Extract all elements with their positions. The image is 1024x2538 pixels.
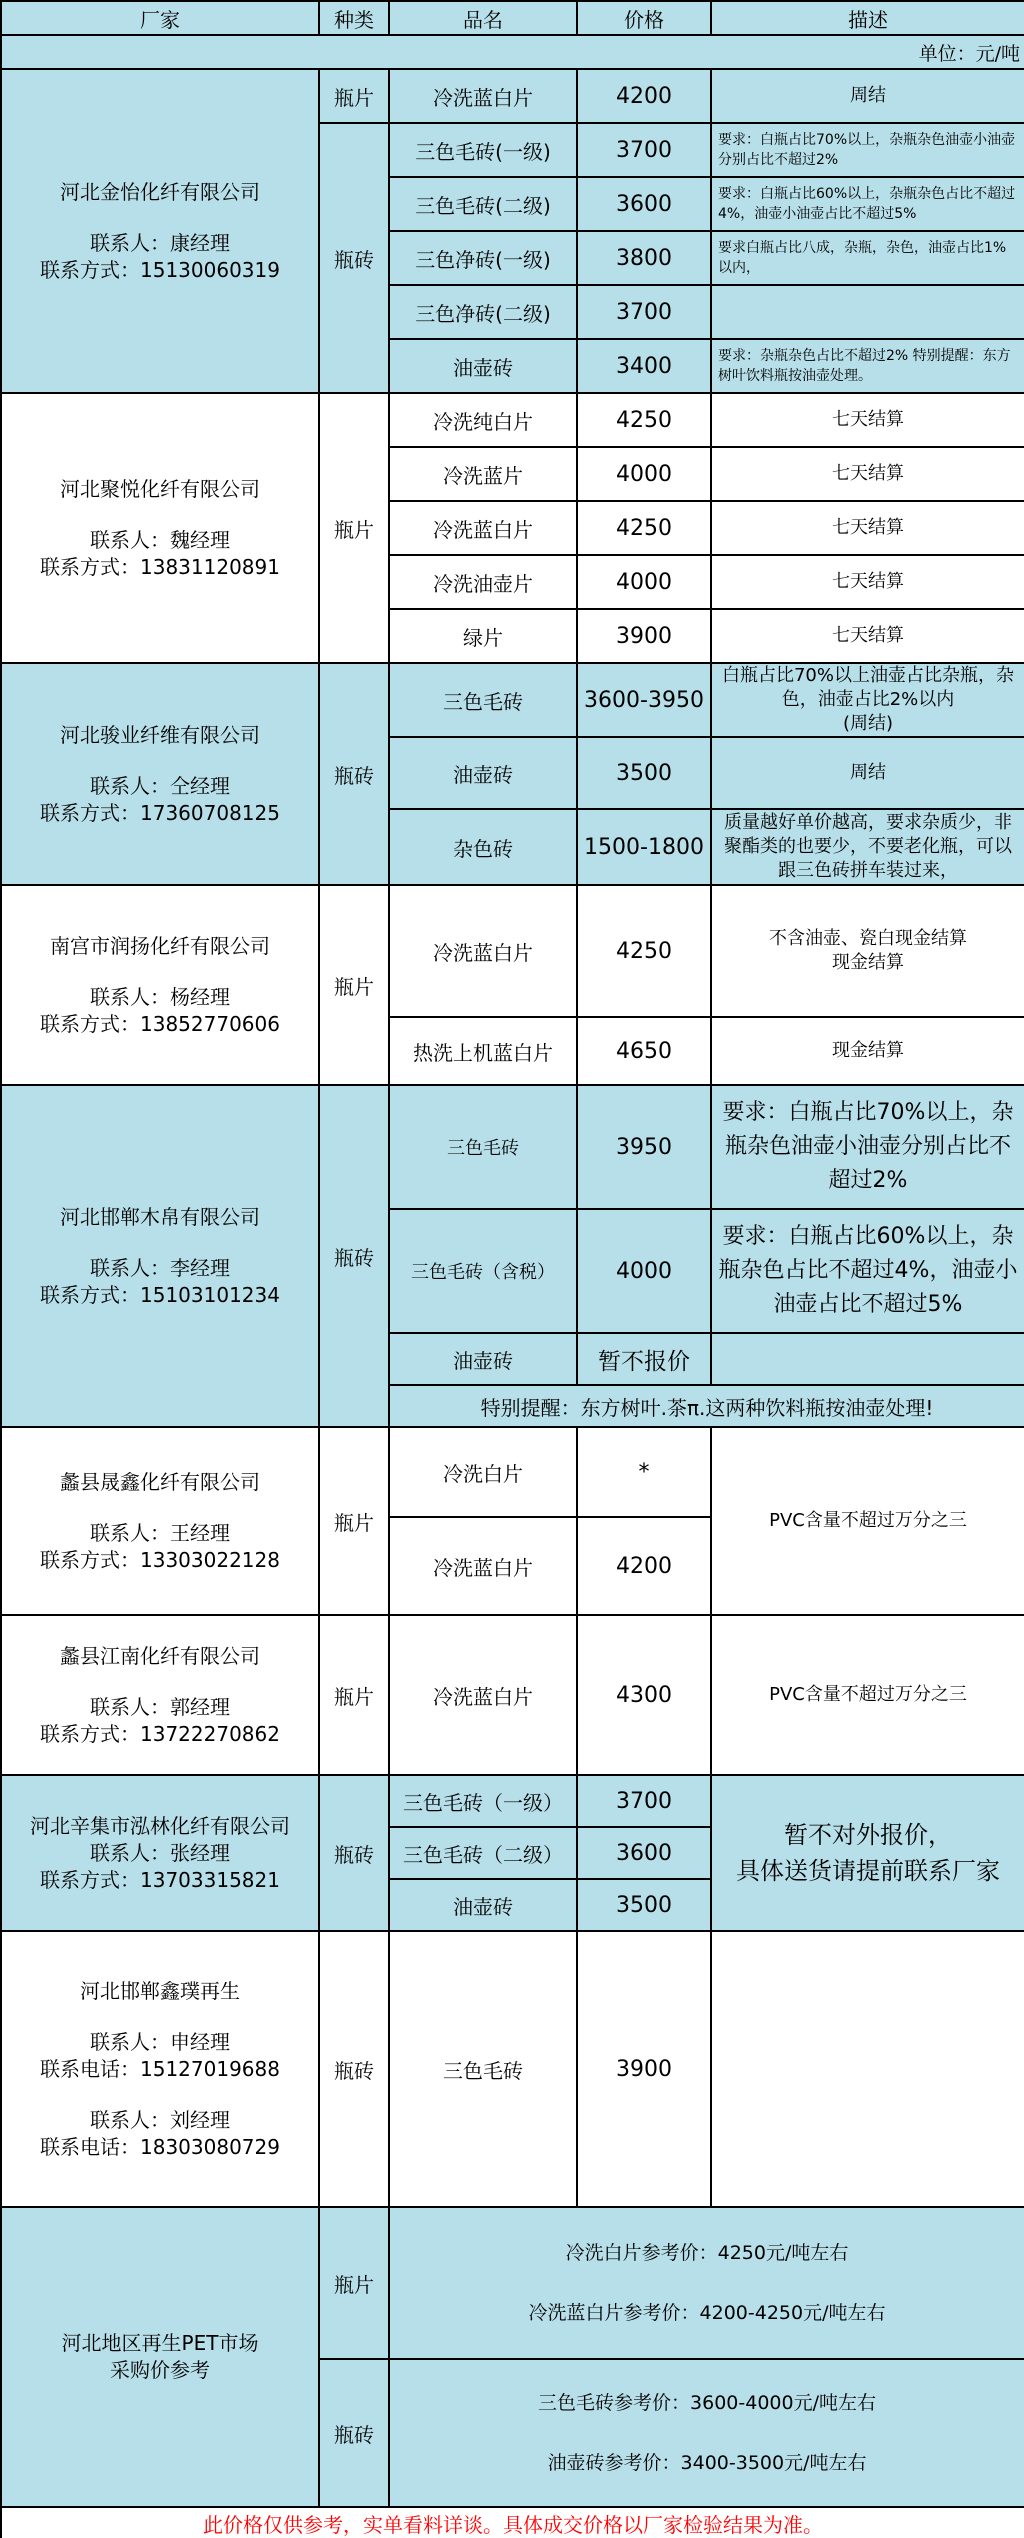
- kind-cell: 瓶片: [319, 2207, 389, 2359]
- table-row: [1, 1931, 1024, 2207]
- desc-cell: 周结: [711, 69, 1024, 123]
- company-cell: [1, 1427, 319, 1615]
- reference-line: 三色毛砖参考价：3600-4000元/吨左右: [538, 2392, 876, 2414]
- price-cell: 4650: [577, 1017, 711, 1085]
- desc-cell: 要求：白瓶占比70%以上，杂瓶杂色油壶小油壶分别占比不超过2%: [711, 123, 1024, 177]
- price-cell: 3700: [577, 285, 711, 339]
- contact-person: 联系人：郭经理: [90, 1694, 230, 1719]
- price-cell: 3600: [577, 1827, 711, 1879]
- contact-phone: 联系方式：13831120891: [40, 554, 280, 579]
- reference-title: 河北地区再生PET市场: [61, 2331, 259, 2355]
- price-cell: 4000: [577, 555, 711, 609]
- price-cell: 4300: [577, 1615, 711, 1775]
- contact-person: 联系人：李经理: [90, 1255, 230, 1280]
- product-cell: 三色毛砖(二级): [389, 177, 577, 231]
- company-name: 南宫市润扬化纤有限公司: [50, 933, 270, 958]
- header-description: 描述: [711, 1, 1024, 35]
- kind-cell: 瓶片: [319, 1615, 389, 1775]
- product-cell: 三色毛砖: [389, 1931, 577, 2207]
- price-cell: 1500-1800: [577, 809, 711, 885]
- price-cell: 3700: [577, 123, 711, 177]
- table-row: [1, 663, 1024, 737]
- company-name: 河北聚悦化纤有限公司: [60, 476, 260, 501]
- product-cell: 绿片: [389, 609, 577, 663]
- product-cell: 三色毛砖（二级）: [389, 1827, 577, 1879]
- price-cell: 4250: [577, 885, 711, 1017]
- kind-cell: 瓶砖: [319, 1085, 389, 1427]
- desc-cell: PVC含量不超过万分之三: [711, 1427, 1024, 1615]
- price-cell: 3600: [577, 177, 711, 231]
- company-cell: [1, 885, 319, 1085]
- table-row: [1, 1775, 1024, 1827]
- desc-line: (周结): [842, 713, 894, 734]
- price-cell: 3500: [577, 1879, 711, 1931]
- contact-phone: 联系电话：15127019688: [40, 2056, 280, 2081]
- product-cell: 三色毛砖: [389, 1085, 577, 1209]
- reference-subtitle: 采购价参考: [110, 2358, 210, 2382]
- price-cell: 4200: [577, 1517, 711, 1615]
- kind-cell: 瓶砖: [319, 2359, 389, 2507]
- table-row: [1, 393, 1024, 447]
- desc-cell: [711, 663, 1024, 737]
- notice-cell: 特别提醒：东方树叶.茶π.这两种饮料瓶按油壶处理!: [389, 1385, 1024, 1427]
- desc-line: 具体送货请提前联系厂家: [736, 1857, 1000, 1885]
- contact-person: 联系人：魏经理: [90, 527, 230, 552]
- price-cell: 4250: [577, 393, 711, 447]
- price-cell: 3900: [577, 1931, 711, 2207]
- contact-person: 联系人：刘经理: [90, 2107, 230, 2132]
- contact-phone: 联系方式：13722270862: [40, 1721, 280, 1746]
- product-cell: 三色毛砖（一级）: [389, 1775, 577, 1827]
- product-cell: 冷洗蓝片: [389, 447, 577, 501]
- kind-cell: 瓶片: [319, 69, 389, 123]
- product-cell: 三色毛砖: [389, 663, 577, 737]
- desc-cell: 现金结算: [711, 1017, 1024, 1085]
- footer-row: [1, 2507, 1024, 2538]
- contact-person: 联系人：张经理: [90, 1840, 230, 1865]
- price-cell: 暂不报价: [577, 1333, 711, 1385]
- contact-phone: 联系电话：18303080729: [40, 2134, 280, 2159]
- product-cell: 冷洗蓝白片: [389, 1517, 577, 1615]
- contact-person: 联系人：王经理: [90, 1520, 230, 1545]
- product-cell: 冷洗蓝白片: [389, 69, 577, 123]
- desc-cell: 质量越好单价越高，要求杂质少，非聚酯类的也要少，不要老化瓶，可以跟三色砖拼车装过来，: [711, 809, 1024, 885]
- header-price: 价格: [577, 1, 711, 35]
- price-cell: 3400: [577, 339, 711, 393]
- table-row: [1, 1085, 1024, 1209]
- desc-line: 现金结算: [832, 952, 904, 973]
- header-product: 品名: [389, 1, 577, 35]
- contact-person: 联系人：仝经理: [90, 773, 230, 798]
- desc-cell: 周结: [711, 737, 1024, 809]
- table-row: [1, 69, 1024, 123]
- contact-person: 联系人：康经理: [90, 230, 230, 255]
- company-cell: [1, 69, 319, 393]
- product-cell: 热洗上机蓝白片: [389, 1017, 577, 1085]
- company-name: 河北辛集市泓林化纤有限公司: [30, 1813, 290, 1838]
- desc-line: 白瓶占比70%以上油壶占比杂瓶，杂色，油壶占比2%以内: [721, 665, 1014, 710]
- desc-cell: 要求：杂瓶杂色占比不超过2% 特别提醒：东方树叶饮料瓶按油壶处理。: [711, 339, 1024, 393]
- price-cell: 3800: [577, 231, 711, 285]
- desc-line: 暂不对外报价，: [784, 1821, 952, 1849]
- kind-cell: 瓶片: [319, 885, 389, 1085]
- price-cell: 3500: [577, 737, 711, 809]
- desc-cell: 七天结算: [711, 393, 1024, 447]
- price-cell: 4000: [577, 447, 711, 501]
- reference-prices: [389, 2359, 1024, 2507]
- product-cell: 冷洗油壶片: [389, 555, 577, 609]
- company-cell: [1, 393, 319, 663]
- desc-cell: 七天结算: [711, 501, 1024, 555]
- kind-cell: 瓶砖: [319, 663, 389, 885]
- desc-cell: 要求白瓶占比八成，杂瓶，杂色，油壶占比1%以内，: [711, 231, 1024, 285]
- price-cell: 3600-3950: [577, 663, 711, 737]
- header-kind: 种类: [319, 1, 389, 35]
- table-row: [1, 2207, 1024, 2359]
- product-cell: 三色净砖(一级): [389, 231, 577, 285]
- price-cell: 4200: [577, 69, 711, 123]
- product-cell: 冷洗纯白片: [389, 393, 577, 447]
- kind-cell: 瓶片: [319, 1427, 389, 1615]
- product-cell: 杂色砖: [389, 809, 577, 885]
- product-cell: 油壶砖: [389, 1879, 577, 1931]
- product-cell: 三色毛砖（含税）: [389, 1209, 577, 1333]
- reference-prices: [389, 2207, 1024, 2359]
- desc-cell: [711, 1333, 1024, 1385]
- product-cell: 冷洗蓝白片: [389, 885, 577, 1017]
- company-cell: [1, 663, 319, 885]
- product-cell: 油壶砖: [389, 339, 577, 393]
- desc-cell: [711, 1775, 1024, 1931]
- kind-cell: 瓶砖: [319, 1931, 389, 2207]
- contact-person: 联系人：杨经理: [90, 984, 230, 1009]
- reference-line: 油壶砖参考价：3400-3500元/吨左右: [547, 2452, 867, 2474]
- company-name: 蠡县晟鑫化纤有限公司: [60, 1469, 260, 1494]
- company-cell: [1, 1615, 319, 1775]
- contact-phone: 联系方式：17360708125: [40, 800, 280, 825]
- contact-phone: 联系方式：13303022128: [40, 1547, 280, 1572]
- desc-cell: 要求：白瓶占比70%以上，杂瓶杂色油壶小油壶分别占比不超过2%: [711, 1085, 1024, 1209]
- price-cell: 3700: [577, 1775, 711, 1827]
- footer-disclaimer: 此价格仅供参考，实单看料详谈。具体成交价格以厂家检验结果为准。: [1, 2507, 1024, 2538]
- product-cell: 冷洗蓝白片: [389, 1615, 577, 1775]
- desc-cell: 七天结算: [711, 555, 1024, 609]
- contact-phone: 联系方式：15130060319: [40, 257, 280, 282]
- kind-cell: 瓶砖: [319, 1775, 389, 1931]
- price-cell: 3950: [577, 1085, 711, 1209]
- price-cell: 4000: [577, 1209, 711, 1333]
- desc-cell: 要求：白瓶占比60%以上，杂瓶杂色占比不超过4%，油壶小油壶占比不超过5%: [711, 1209, 1024, 1333]
- desc-line: 不含油壶、瓷白现金结算: [769, 928, 967, 949]
- kind-cell: 瓶砖: [319, 123, 389, 393]
- company-cell: [1, 1085, 319, 1427]
- company-name: 河北金怡化纤有限公司: [60, 179, 260, 204]
- contact-phone: 联系方式：13703315821: [40, 1867, 280, 1892]
- kind-cell: 瓶片: [319, 393, 389, 663]
- desc-cell: [711, 1931, 1024, 2207]
- desc-cell: PVC含量不超过万分之三: [711, 1615, 1024, 1775]
- unit-label: 单位：元/吨: [1, 35, 1024, 69]
- desc-cell: 七天结算: [711, 609, 1024, 663]
- product-cell: 油壶砖: [389, 1333, 577, 1385]
- contact-phone: 联系方式：15103101234: [40, 1282, 280, 1307]
- desc-cell: 七天结算: [711, 447, 1024, 501]
- product-cell: 冷洗蓝白片: [389, 501, 577, 555]
- company-cell: [1, 1931, 319, 2207]
- desc-cell: 要求：白瓶占比60%以上，杂瓶杂色占比不超过4%，油壶小油壶占比不超过5%: [711, 177, 1024, 231]
- company-cell: [1, 1775, 319, 1931]
- reference-line: 冷洗白片参考价：4250元/吨左右: [565, 2242, 849, 2264]
- product-cell: 三色净砖(二级): [389, 285, 577, 339]
- price-cell: 4250: [577, 501, 711, 555]
- product-cell: 油壶砖: [389, 737, 577, 809]
- reference-line: 冷洗蓝白片参考价：4200-4250元/吨左右: [528, 2302, 886, 2324]
- contact-person: 联系人：申经理: [90, 2029, 230, 2054]
- table-row: [1, 1427, 1024, 1517]
- desc-cell: [711, 885, 1024, 1017]
- company-name: 蠡县江南化纤有限公司: [60, 1643, 260, 1668]
- product-cell: 三色毛砖(一级): [389, 123, 577, 177]
- company-name: 河北邯郸鑫璞再生: [80, 1978, 240, 2003]
- price-cell: *: [577, 1427, 711, 1517]
- price-cell: 3900: [577, 609, 711, 663]
- company-name: 河北骏业纤维有限公司: [60, 722, 260, 747]
- reference-title-cell: [1, 2207, 319, 2507]
- table-header: [1, 1, 1024, 35]
- company-name: 河北邯郸木帛有限公司: [60, 1204, 260, 1229]
- unit-row: [1, 35, 1024, 69]
- contact-phone: 联系方式：13852770606: [40, 1011, 280, 1036]
- header-company: 厂家: [1, 1, 319, 35]
- table-row: [1, 1615, 1024, 1775]
- table-row: [1, 885, 1024, 1017]
- product-cell: 冷洗白片: [389, 1427, 577, 1517]
- desc-cell: [711, 285, 1024, 339]
